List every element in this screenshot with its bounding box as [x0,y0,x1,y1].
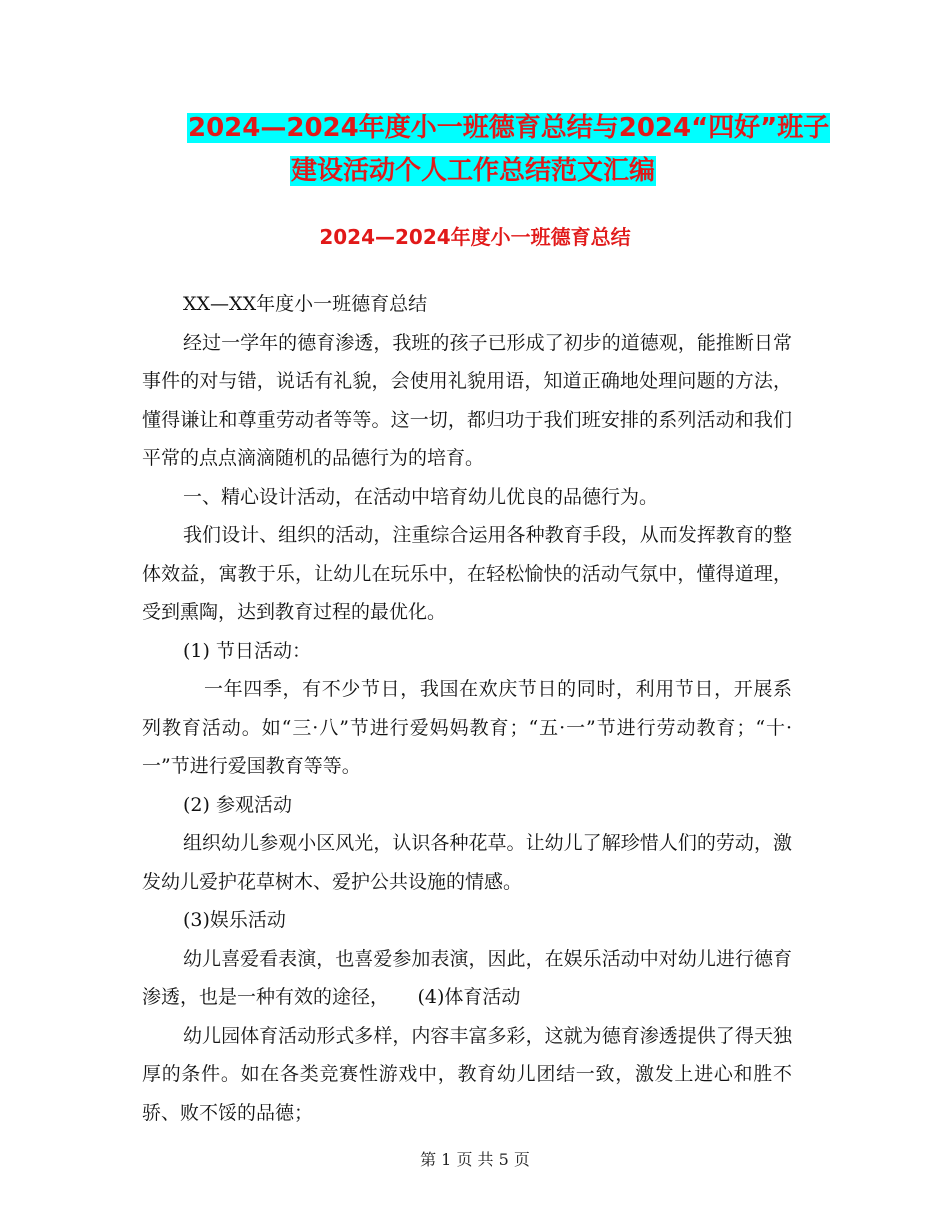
title-line-2-text: 建设活动个人工作总结范文汇编 [291,156,656,186]
paragraph: 一、精心设计活动，在活动中培育幼儿优良的品德行为。 [183,485,659,508]
page-footer: 第 1 页 共 5 页 [420,1150,530,1169]
paragraph: 一年四季，有不少节日，我国在欢庆节日的同时，利用节日，开展系列教育活动。如“三·八”节进行爱妈妈教育；“五·一”节进行劳动教育；“十·一”节进行爱国教育等等。 [142,678,792,777]
section-title: 2024—2024年度小一班德育总结 [319,225,631,249]
paragraph: 我们设计、组织的活动，注重综合运用各种教育手段，从而发挥教育的整体效益，寓教于乐，让幼儿在玩乐中，在轻松愉快的活动气氛中，懂得道理，受到熏陶，达到教育过程的最优化。 [142,524,792,623]
paragraph: 组织幼儿参观小区风光，认识各种花草。让幼儿了解珍惜人们的劳动，激发幼儿爱护花草树木、爱护公共设施的情感。 [142,832,792,893]
paragraph: 幼儿喜爱看表演，也喜爱参加表演，因此，在娱乐活动中对幼儿进行德育渗透，也是一种有效的途径， (4)体育活动 [142,947,792,1008]
paragraph: (1) 节日活动： [183,639,311,662]
document-body [142,285,792,1132]
title-line-1-text: 2024—2024年度小一班德育总结与2024“四好”班子 [188,113,830,143]
paragraph: 经过一学年的德育渗透，我班的孩子已形成了初步的道德观，能推断日常事件的对与错，说话有礼貌，会使用礼貌用语，知道正确地处理问题的方法，懂得谦让和尊重劳动者等等。这一切，都归功于我们班安排的系列活动和我们平常的点点滴滴随机的品德行为的培育。 [142,331,792,469]
paragraph: (3)娱乐活动 [183,909,286,931]
title-line-2 [290,151,656,191]
paragraph: XX—XX年度小一班德育总结 [183,293,428,315]
title-line-1 [187,108,830,148]
paragraph: 幼儿园体育活动形式多样，内容丰富多彩，这就为德育渗透提供了得天独厚的条件。如在各类竞赛性游戏中，教育幼儿团结一致，激发上进心和胜不骄、败不馁的品德； [142,1024,792,1124]
paragraph: (2) 参观活动 [183,793,292,816]
